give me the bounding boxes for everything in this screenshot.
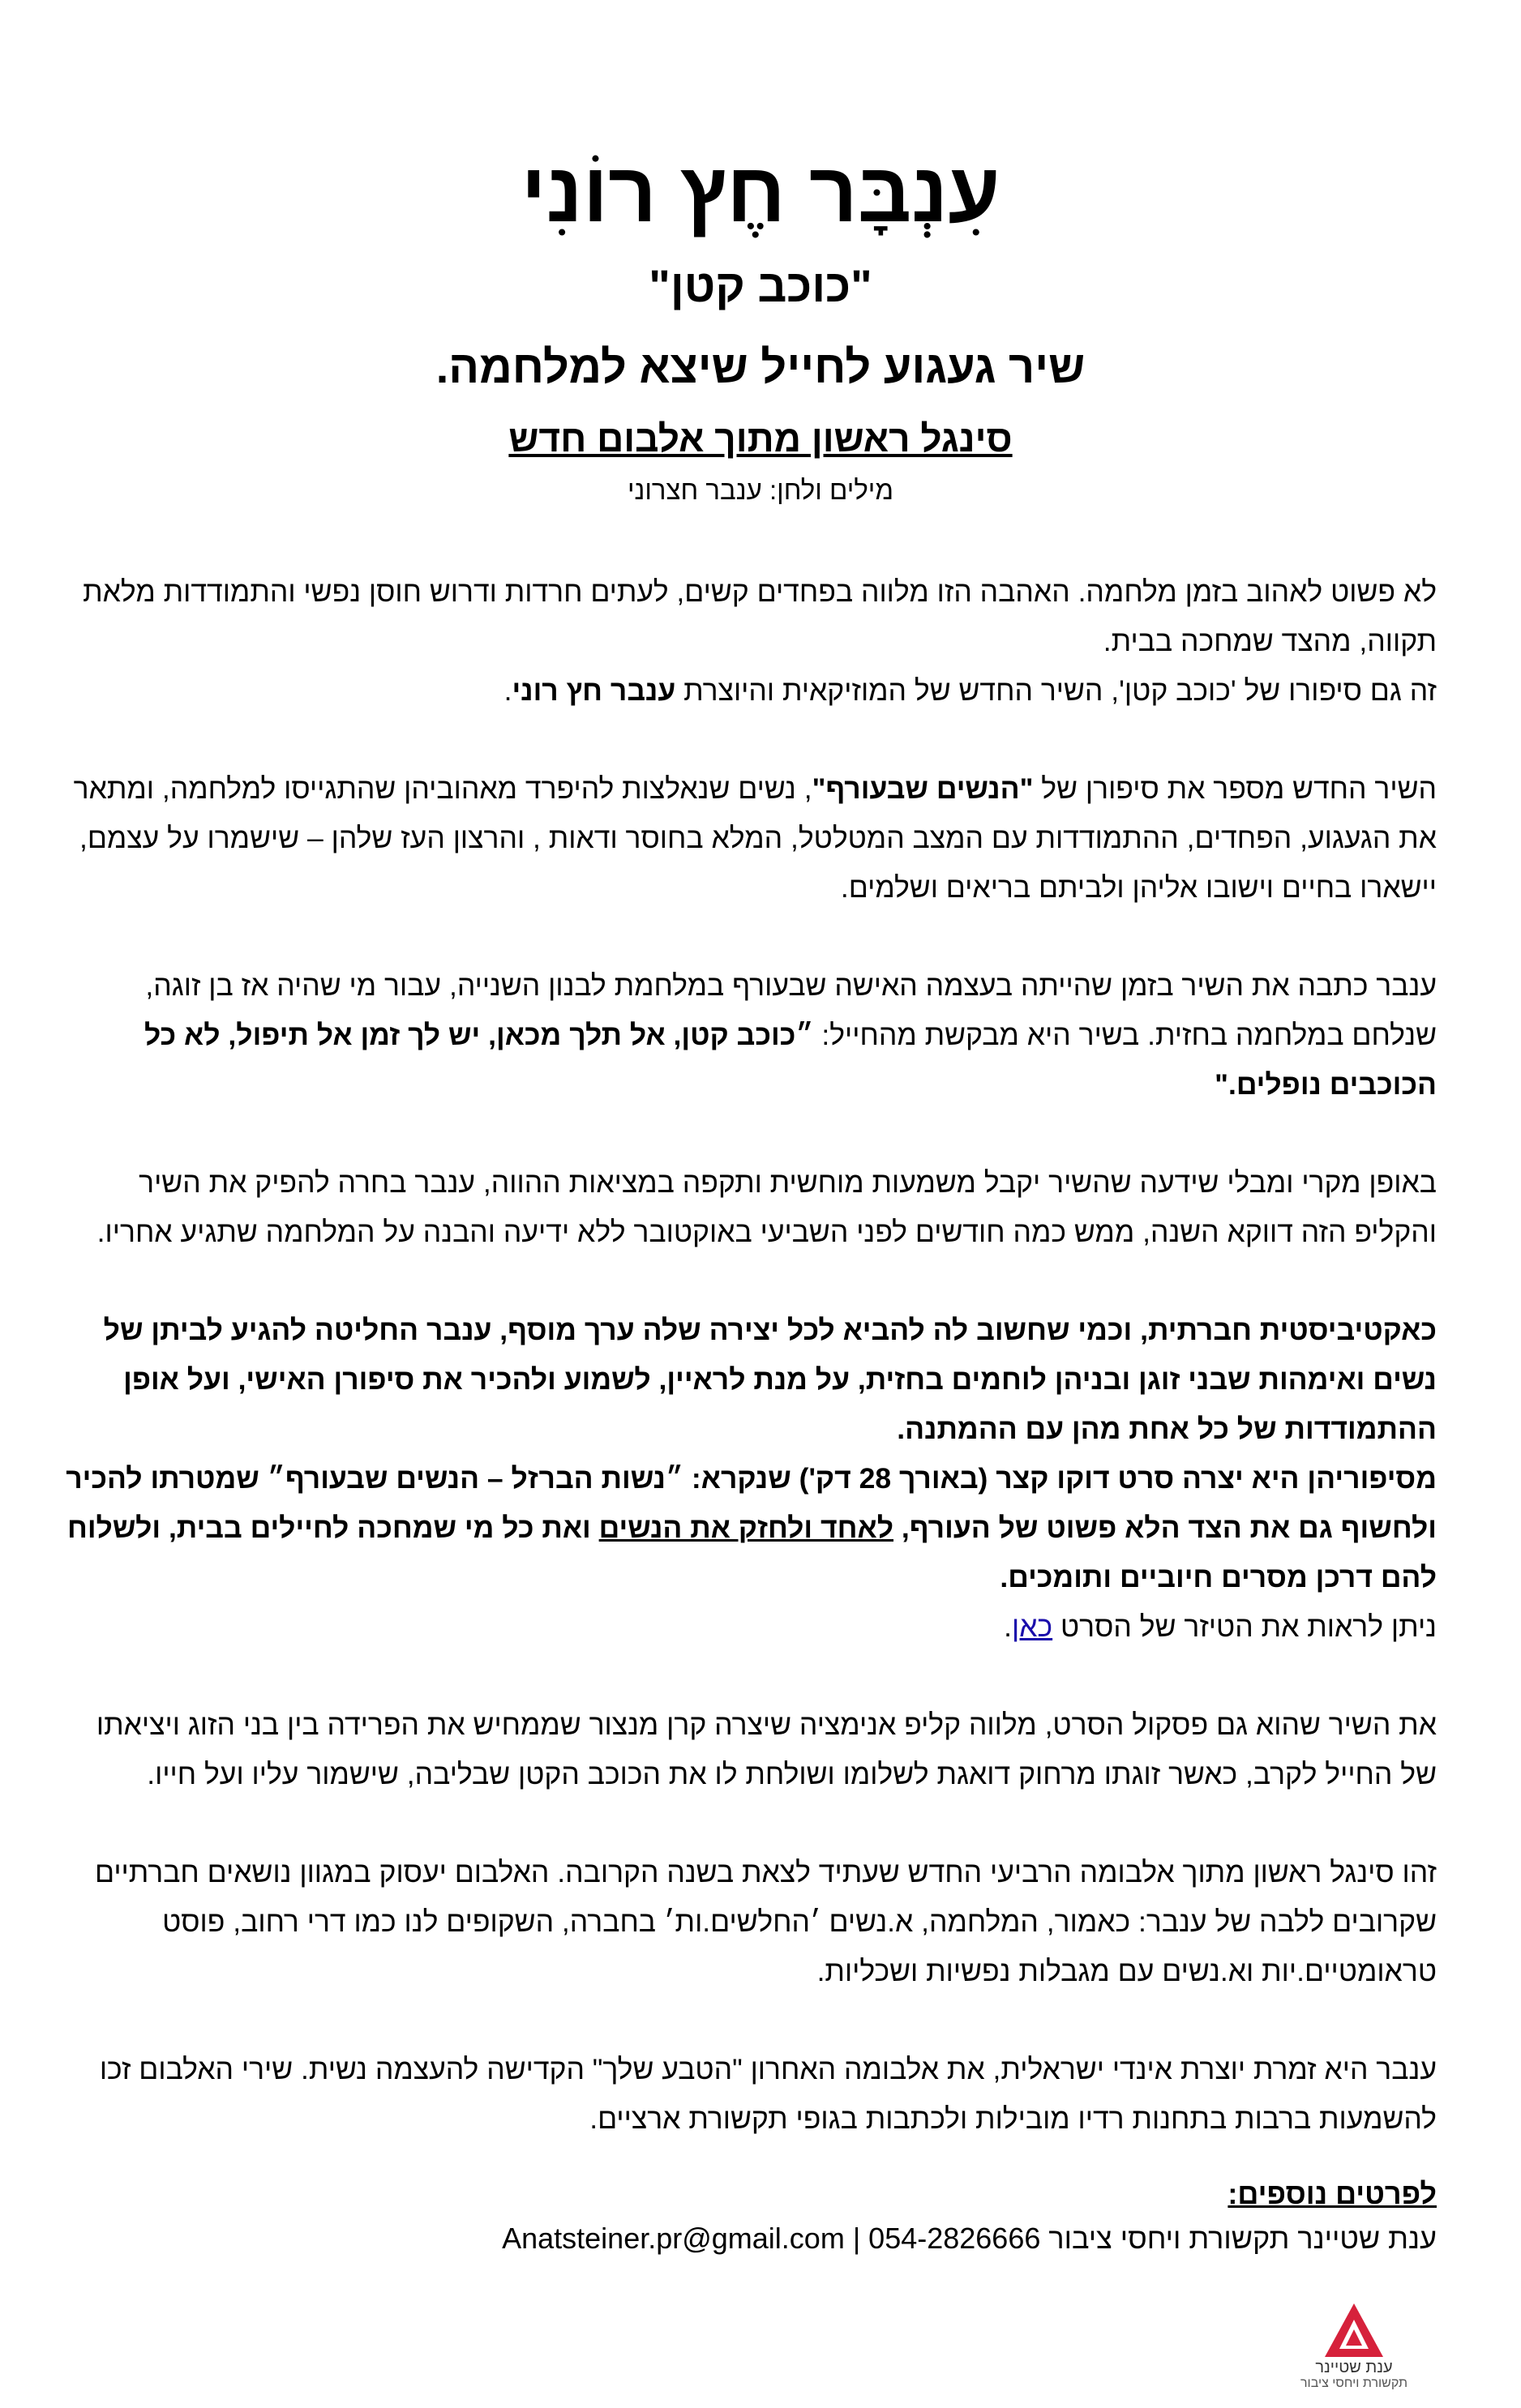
agency-logo-subtitle: תקשורת ויחסי ציבור [1300, 2376, 1408, 2390]
paragraph-5-text-b: מסיפוריהן היא יצרה סרט דוקו קצר (באורך 28 דק') שנקרא: ״נשות הברזל – הנשים שבעורף״ שמטרתו להכיר ולחשוף גם את הצד הלא פשוט של העורף, [66, 1462, 1437, 1544]
lyrics-quote-bold: ״כוכב קטן, אל תלך מכאן, יש לך זמן אל תיפול, לא כל הכוכבים נופלים." [144, 1019, 1437, 1101]
paragraph-2 [55, 764, 1437, 913]
paragraph-4 [55, 1158, 1437, 1257]
paragraph-8 [55, 2045, 1437, 2144]
page-title: עִנְבָּר חֶץ רוֹנִי [521, 146, 1000, 240]
paragraph-2-text-b: , נשים שנאלצות להיפרד מאהוביהן שהתגייסו למלחמה, ומתאר את הגעגוע, הפחדים, ההתמודדות עם המצב המטלטל, המלא בחוסר ודאות , והרצון העז שלהן – שישמרו על עצמם, יישארו בחיים וישובו אליהן ולביתם בריאים ושלמים. [73, 772, 1437, 904]
contact-details[interactable]: ענת שטיינר תקשורת ויחסי ציבור 054-2826666 | Anatsteiner.pr@gmail.com [502, 2222, 1437, 2255]
paragraph-5-text-b-end: ואת כל מי שמחכה לחיילים בבית, ולשלוח להם דרכן מסרים חיוביים ותומכים. [66, 1512, 1437, 1593]
tagline: שיר געגוע לחייל שיצא למלחמה. [435, 341, 1086, 392]
women-behind-lines-bold: "הנשים שבעורף" [812, 772, 1034, 805]
paragraph-3 [55, 961, 1437, 1110]
paragraph-1-end: . [503, 674, 512, 707]
unite-women-underlined: לאחד ולחזק את הנשים [598, 1512, 894, 1544]
paragraph-8-text: ענבר היא זמרת יוצרת אינדי ישראלית, את אלבומה האחרון "הטבע שלך" הקדישה להעצמה נשית. שירי האלבום זכו להשמעות ברבות בתחנות רדיו מובילות ולכתבות בגופי תקשורת ארציים. [99, 2053, 1437, 2135]
paragraph-1-text-a: לא פשוט לאהוב בזמן מלחמה. האהבה הזו מלווה בפחדים קשים, לעתים חרדות ודרוש חוסן נפשי והתמודדות מלאת תקווה, מהצד שמחכה בבית. [83, 575, 1437, 657]
paragraph-6-text: את השיר שהוא גם פסקול הסרט, מלווה קליפ אנימציה שיצרה קרן מנצור שממחיש את הפרידה בין בני הזוג ויציאתו של החייל לקרב, כאשר זוגתו מרחוק דואגת לשלומו ושולחת לו את הכוכב הקטן שבליבה, שישמור עליו ועל חייו. [96, 1709, 1437, 1790]
paragraph-5 [55, 1306, 1437, 1652]
agency-logo [1289, 2302, 1419, 2399]
paragraph-6 [55, 1700, 1437, 1799]
teaser-link[interactable]: כאן [1011, 1610, 1053, 1643]
contact-section [55, 2174, 1437, 2263]
paragraph-5-text-a: כאקטיביסטית חברתית, וכמי שחשוב לה להביא לכל יצירה שלה ערך מוסף, ענבר החליטה להגיע לביתן של נשים ואימהות שבני זוגן ובניהן לוחמים בחזית, על מנת לראיין, לשמוע ולהכיר את סיפורן האישי, ועל אופן ההתמודדות של כל אחת מהן עם ההמתנה. [103, 1314, 1437, 1445]
paragraph-7-text: זהו סינגל ראשון מתוך אלבומה הרביעי החדש שעתיד לצאת בשנה הקרובה. האלבום יעסוק במגוון נושאים חברתיים שקרובים ללבה של ענבר: כאמור, המלחמה, א.נשים ׳החלשים.ות׳ בחברה, השקופים לנו כמו דרי רחוב, פוסט טראומטיים.יות וא.נשים עם מגבלות נפשיות ושכליות. [94, 1856, 1437, 1987]
teaser-end: . [1004, 1610, 1012, 1643]
paragraph-7 [55, 1848, 1437, 1996]
paragraph-2-text-a: השיר החדש מספר את סיפורן של [1033, 772, 1437, 805]
agency-logo-name: ענת שטיינר [1315, 2359, 1393, 2376]
more-details-heading: לפרטים נוספים: [1228, 2177, 1437, 2210]
paragraph-1 [55, 567, 1437, 716]
single-subtitle: סינגל ראשון מתוך אלבום חדש [508, 417, 1013, 460]
song-title: "כוכב קטן" [649, 260, 872, 311]
paragraph-1-text-b: זה גם סיפורו של 'כוכב קטן', השיר החדש של המוזיקאית והיוצרת [675, 674, 1437, 707]
paragraph-3-text-a: ענבר כתבה את השיר בזמן שהייתה בעצמה האישה שבעורף במלחמת לבנון השנייה, עבור מי שהיה אז בן זוגה, שנלחם במלחמה בחזית. בשיר היא מבקשת מהחייל: [145, 969, 1437, 1051]
artist-name-bold: ענבר חץ רוני [512, 674, 676, 707]
article-body [55, 567, 1437, 2144]
teaser-text: ניתן לראות את הטיזר של הסרט [1052, 1610, 1437, 1643]
credits-line: מילים ולחן: ענבר חצרוני [627, 475, 894, 505]
agency-logo-icon [1323, 2302, 1385, 2359]
paragraph-4-text: באופן מקרי ומבלי שידעה שהשיר יקבל משמעות מוחשית ותקפה במציאות ההווה, ענבר בחרה להפיק את השיר והקליפ הזה דווקא השנה, ממש כמה חודשים לפני השביעי באוקטובר ללא ידיעה והבנה על המלחמה שתגיע אחריו. [96, 1166, 1437, 1248]
